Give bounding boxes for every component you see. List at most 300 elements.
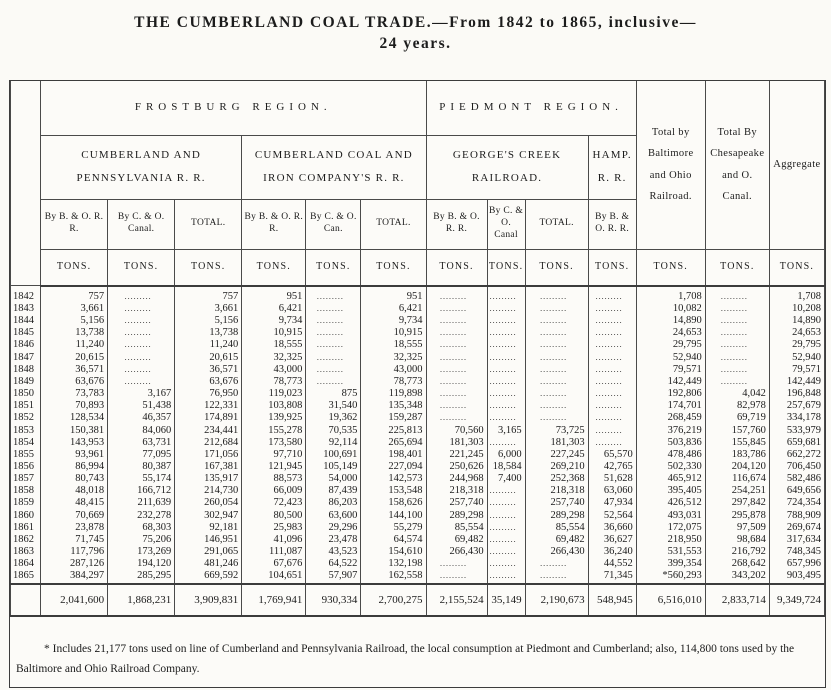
value-cell: 80,743 xyxy=(41,473,108,485)
value-cell: 196,848 xyxy=(769,388,824,400)
value-cell: 266,430 xyxy=(426,546,487,558)
value-cell: 5,156 xyxy=(175,315,242,327)
empty-cell: ......... xyxy=(588,425,636,437)
empty-cell: ......... xyxy=(705,352,769,364)
empty-cell: ......... xyxy=(487,510,525,522)
value-cell: 144,100 xyxy=(361,510,426,522)
value-cell: 192,806 xyxy=(636,388,705,400)
value-cell: 183,786 xyxy=(705,449,769,461)
value-cell: 63,676 xyxy=(41,376,108,388)
empty-cell: ......... xyxy=(525,412,588,424)
value-cell: 6,000 xyxy=(487,449,525,461)
value-cell: 157,760 xyxy=(705,425,769,437)
empty-cell: ......... xyxy=(108,286,175,303)
empty-cell: ......... xyxy=(426,570,487,583)
value-cell: 724,354 xyxy=(769,497,824,509)
coal-trade-table xyxy=(10,81,825,617)
year-cell: 1846 xyxy=(11,339,41,351)
value-cell: 87,439 xyxy=(306,485,361,497)
table-row xyxy=(11,315,825,327)
value-cell: 285,295 xyxy=(108,570,175,583)
value-cell: 174,701 xyxy=(636,400,705,412)
empty-cell: ......... xyxy=(487,497,525,509)
year-cell: 1858 xyxy=(11,485,41,497)
tons-label: TONS. xyxy=(361,249,426,286)
table-row xyxy=(11,339,825,351)
tons-label: TONS. xyxy=(705,249,769,286)
gc-total-subheader: TOTAL. xyxy=(525,200,588,250)
cp-canal-subheader: By C. & O. Canal. xyxy=(108,200,175,250)
empty-cell: ......... xyxy=(588,364,636,376)
value-cell: 32,325 xyxy=(242,352,306,364)
empty-cell: ......... xyxy=(108,303,175,315)
value-cell: 181,303 xyxy=(525,437,588,449)
title-line1: THE CUMBERLAND COAL TRADE.—From 1842 to 1865, inclusive— xyxy=(134,14,697,31)
empty-cell: ......... xyxy=(525,286,588,303)
value-cell: 174,891 xyxy=(175,412,242,424)
value-cell: 55,174 xyxy=(108,473,175,485)
value-cell: 155,278 xyxy=(242,425,306,437)
value-cell: 214,730 xyxy=(175,485,242,497)
value-cell: 10,208 xyxy=(769,303,824,315)
value-cell: 3,661 xyxy=(41,303,108,315)
table-row xyxy=(11,534,825,546)
value-cell: 4,042 xyxy=(705,388,769,400)
empty-cell: ......... xyxy=(306,315,361,327)
empty-cell: ......... xyxy=(525,339,588,351)
value-cell: 73,725 xyxy=(525,425,588,437)
value-cell: 218,950 xyxy=(636,534,705,546)
total-cell: 2,155,524 xyxy=(426,584,487,616)
value-cell: 903,495 xyxy=(769,570,824,583)
empty-cell: ......... xyxy=(588,412,636,424)
value-cell: 167,381 xyxy=(175,461,242,473)
year-cell: 1863 xyxy=(11,546,41,558)
value-cell: 269,210 xyxy=(525,461,588,473)
total-cell: 2,700,275 xyxy=(361,584,426,616)
value-cell: 72,423 xyxy=(242,497,306,509)
table-row xyxy=(11,485,825,497)
value-cell: 582,486 xyxy=(769,473,824,485)
year-cell: 1855 xyxy=(11,449,41,461)
empty-cell: ......... xyxy=(426,558,487,570)
value-cell: 533,979 xyxy=(769,425,824,437)
value-cell: 11,240 xyxy=(41,339,108,351)
year-cell: 1842 xyxy=(11,286,41,303)
value-cell: 225,813 xyxy=(361,425,426,437)
value-cell: 9,734 xyxy=(242,315,306,327)
value-cell: 268,642 xyxy=(705,558,769,570)
value-cell: 63,676 xyxy=(175,376,242,388)
empty-cell: ......... xyxy=(426,400,487,412)
value-cell: 71,345 xyxy=(588,570,636,583)
value-cell: 951 xyxy=(242,286,306,303)
empty-cell: ......... xyxy=(487,534,525,546)
value-cell: 111,087 xyxy=(242,546,306,558)
empty-cell: ......... xyxy=(487,437,525,449)
value-cell: 171,056 xyxy=(175,449,242,461)
value-cell: 135,348 xyxy=(361,400,426,412)
title-line2: 24 years. xyxy=(379,35,452,52)
empty-cell: ......... xyxy=(705,303,769,315)
value-cell: 289,298 xyxy=(525,510,588,522)
value-cell: 46,357 xyxy=(108,412,175,424)
empty-cell: ......... xyxy=(525,303,588,315)
table-row xyxy=(11,570,825,583)
gc-canal-subheader: By C. & O. Canal xyxy=(487,200,525,250)
year-cell: 1857 xyxy=(11,473,41,485)
value-cell: 254,251 xyxy=(705,485,769,497)
empty-cell: ......... xyxy=(426,364,487,376)
tons-label: TONS. xyxy=(426,249,487,286)
value-cell: 47,934 xyxy=(588,497,636,509)
table-row xyxy=(11,303,825,315)
empty-cell: ......... xyxy=(426,315,487,327)
value-cell: 20,615 xyxy=(175,352,242,364)
value-cell: 302,947 xyxy=(175,510,242,522)
value-cell: 23,878 xyxy=(41,522,108,534)
empty-cell: ......... xyxy=(525,315,588,327)
footnote-marker: * xyxy=(44,642,50,655)
cp-bo-subheader: By B. & O. R. R. xyxy=(41,200,108,250)
value-cell: 77,095 xyxy=(108,449,175,461)
empty-cell: ......... xyxy=(426,327,487,339)
value-cell: 221,245 xyxy=(426,449,487,461)
total-cell: 1,769,941 xyxy=(242,584,306,616)
value-cell: 343,202 xyxy=(705,570,769,583)
value-cell: 250,626 xyxy=(426,461,487,473)
year-cell: 1861 xyxy=(11,522,41,534)
empty-cell: ......... xyxy=(487,412,525,424)
table-row xyxy=(11,510,825,522)
value-cell: 41,096 xyxy=(242,534,306,546)
value-cell: 317,634 xyxy=(769,534,824,546)
empty-cell: ......... xyxy=(487,364,525,376)
tons-label: TONS. xyxy=(41,249,108,286)
value-cell: 232,278 xyxy=(108,510,175,522)
tons-label: TONS. xyxy=(306,249,361,286)
value-cell: 269,674 xyxy=(769,522,824,534)
value-cell: 194,120 xyxy=(108,558,175,570)
value-cell: 57,907 xyxy=(306,570,361,583)
table-row xyxy=(11,497,825,509)
value-cell: 70,893 xyxy=(41,400,108,412)
value-cell: 252,368 xyxy=(525,473,588,485)
value-cell: 68,303 xyxy=(108,522,175,534)
value-cell: 13,738 xyxy=(175,327,242,339)
year-cell: 1856 xyxy=(11,461,41,473)
empty-cell: ......... xyxy=(306,303,361,315)
value-cell: 36,240 xyxy=(588,546,636,558)
value-cell: 97,710 xyxy=(242,449,306,461)
empty-cell: ......... xyxy=(705,364,769,376)
year-cell: 1853 xyxy=(11,425,41,437)
empty-cell: ......... xyxy=(306,286,361,303)
empty-cell: ......... xyxy=(306,339,361,351)
year-cell: 1850 xyxy=(11,388,41,400)
table-row xyxy=(11,449,825,461)
value-cell: 1,708 xyxy=(636,286,705,303)
empty-cell: ......... xyxy=(487,315,525,327)
empty-cell: ......... xyxy=(705,286,769,303)
empty-cell: ......... xyxy=(525,570,588,583)
year-cell: 1848 xyxy=(11,364,41,376)
tons-row xyxy=(11,249,825,286)
value-cell: 100,691 xyxy=(306,449,361,461)
value-cell: 218,318 xyxy=(426,485,487,497)
value-cell: 10,915 xyxy=(242,327,306,339)
value-cell: 158,626 xyxy=(361,497,426,509)
cumberland-coal-iron-rr-header: CUMBERLAND COAL AND IRON COMPANY'S R. R. xyxy=(242,136,426,200)
total-canal-header: Total By Chesapeake and O. Canal. xyxy=(705,81,769,249)
empty-cell: ......... xyxy=(487,570,525,583)
empty-cell: ......... xyxy=(306,327,361,339)
value-cell: 291,065 xyxy=(175,546,242,558)
value-cell: 31,540 xyxy=(306,400,361,412)
value-cell: 1,708 xyxy=(769,286,824,303)
empty-cell: ......... xyxy=(426,339,487,351)
value-cell: 216,792 xyxy=(705,546,769,558)
empty-cell: ......... xyxy=(108,364,175,376)
value-cell: 66,009 xyxy=(242,485,306,497)
value-cell: 14,890 xyxy=(769,315,824,327)
value-cell: 384,297 xyxy=(41,570,108,583)
value-cell: 159,287 xyxy=(361,412,426,424)
cc-total-subheader: TOTAL. xyxy=(361,200,426,250)
value-cell: 481,246 xyxy=(175,558,242,570)
value-cell: 80,500 xyxy=(242,510,306,522)
table-row xyxy=(11,352,825,364)
value-cell: 52,940 xyxy=(636,352,705,364)
empty-cell: ......... xyxy=(525,376,588,388)
footnote xyxy=(10,617,825,679)
value-cell: 227,245 xyxy=(525,449,588,461)
empty-cell: ......... xyxy=(487,546,525,558)
value-cell: 92,181 xyxy=(175,522,242,534)
year-column-header xyxy=(11,81,41,286)
value-cell: 244,968 xyxy=(426,473,487,485)
value-cell: 119,023 xyxy=(242,388,306,400)
cp-total-subheader: TOTAL. xyxy=(175,200,242,250)
empty-cell: ......... xyxy=(705,315,769,327)
empty-cell: ......... xyxy=(525,400,588,412)
value-cell: 55,279 xyxy=(361,522,426,534)
value-cell: 662,272 xyxy=(769,449,824,461)
tons-label: TONS. xyxy=(487,249,525,286)
value-cell: 24,653 xyxy=(769,327,824,339)
empty-cell: ......... xyxy=(108,339,175,351)
value-cell: 143,953 xyxy=(41,437,108,449)
tons-label: TONS. xyxy=(525,249,588,286)
value-cell: 10,915 xyxy=(361,327,426,339)
value-cell: 142,449 xyxy=(636,376,705,388)
empty-cell: ......... xyxy=(306,364,361,376)
table-row xyxy=(11,425,825,437)
value-cell: 478,486 xyxy=(636,449,705,461)
year-cell: 1859 xyxy=(11,497,41,509)
value-cell: 63,600 xyxy=(306,510,361,522)
table-row xyxy=(11,327,825,339)
value-cell: 63,060 xyxy=(588,485,636,497)
total-cell: 3,909,831 xyxy=(175,584,242,616)
table-row xyxy=(11,286,825,303)
table-row xyxy=(11,376,825,388)
value-cell: 212,684 xyxy=(175,437,242,449)
value-cell: 85,554 xyxy=(426,522,487,534)
value-cell: 153,548 xyxy=(361,485,426,497)
tons-label: TONS. xyxy=(588,249,636,286)
value-cell: 3,661 xyxy=(175,303,242,315)
empty-cell: ......... xyxy=(525,364,588,376)
value-cell: 67,676 xyxy=(242,558,306,570)
value-cell: 64,574 xyxy=(361,534,426,546)
value-cell: 128,534 xyxy=(41,412,108,424)
value-cell: 18,555 xyxy=(242,339,306,351)
value-cell: 20,615 xyxy=(41,352,108,364)
value-cell: 257,740 xyxy=(525,497,588,509)
value-cell: 265,694 xyxy=(361,437,426,449)
value-cell: 166,712 xyxy=(108,485,175,497)
empty-cell: ......... xyxy=(525,388,588,400)
value-cell: 139,925 xyxy=(242,412,306,424)
year-cell: 1852 xyxy=(11,412,41,424)
value-cell: 531,553 xyxy=(636,546,705,558)
value-cell: 5,156 xyxy=(41,315,108,327)
tons-label: TONS. xyxy=(636,249,705,286)
value-cell: 70,560 xyxy=(426,425,487,437)
empty-cell: ......... xyxy=(426,352,487,364)
year-cell: 1844 xyxy=(11,315,41,327)
empty-cell: ......... xyxy=(705,327,769,339)
value-cell: 6,421 xyxy=(361,303,426,315)
value-cell: 951 xyxy=(361,286,426,303)
value-cell: 757 xyxy=(175,286,242,303)
empty-cell: ......... xyxy=(426,376,487,388)
table-row xyxy=(11,461,825,473)
empty-cell: ......... xyxy=(705,339,769,351)
hamp-bo-subheader: By B. & O. R. R. xyxy=(588,200,636,250)
value-cell: 142,573 xyxy=(361,473,426,485)
empty-cell: ......... xyxy=(588,352,636,364)
empty-cell: ......... xyxy=(108,376,175,388)
empty-cell: ......... xyxy=(705,376,769,388)
empty-cell: ......... xyxy=(426,412,487,424)
total-cell: 2,190,673 xyxy=(525,584,588,616)
value-cell: 104,651 xyxy=(242,570,306,583)
value-cell: 78,773 xyxy=(242,376,306,388)
value-cell: 52,564 xyxy=(588,510,636,522)
tons-label: TONS. xyxy=(769,249,824,286)
year-cell: 1854 xyxy=(11,437,41,449)
year-cell: 1843 xyxy=(11,303,41,315)
value-cell: *560,293 xyxy=(636,570,705,583)
value-cell: 132,198 xyxy=(361,558,426,570)
value-cell: 395,405 xyxy=(636,485,705,497)
tons-label: TONS. xyxy=(242,249,306,286)
empty-cell: ......... xyxy=(588,376,636,388)
empty-cell: ......... xyxy=(487,339,525,351)
tons-label: TONS. xyxy=(175,249,242,286)
value-cell: 14,890 xyxy=(636,315,705,327)
year-cell: 1864 xyxy=(11,558,41,570)
value-cell: 48,018 xyxy=(41,485,108,497)
empty-cell: ......... xyxy=(487,485,525,497)
hampshire-rr-header: HAMP. R. R. xyxy=(588,136,636,200)
value-cell: 18,584 xyxy=(487,461,525,473)
value-cell: 659,681 xyxy=(769,437,824,449)
value-cell: 29,296 xyxy=(306,522,361,534)
table-row xyxy=(11,364,825,376)
value-cell: 75,206 xyxy=(108,534,175,546)
total-bo-header: Total by Baltimore and Ohio Railroad. xyxy=(636,81,705,249)
value-cell: 70,669 xyxy=(41,510,108,522)
value-cell: 122,331 xyxy=(175,400,242,412)
value-cell: 465,912 xyxy=(636,473,705,485)
value-cell: 3,167 xyxy=(108,388,175,400)
value-cell: 69,719 xyxy=(705,412,769,424)
value-cell: 287,126 xyxy=(41,558,108,570)
value-cell: 42,765 xyxy=(588,461,636,473)
value-cell: 757 xyxy=(41,286,108,303)
total-cell: 35,149 xyxy=(487,584,525,616)
value-cell: 266,430 xyxy=(525,546,588,558)
year-cell: 1862 xyxy=(11,534,41,546)
value-cell: 173,580 xyxy=(242,437,306,449)
frostburg-region-header: FROSTBURG REGION. xyxy=(41,81,426,136)
value-cell: 103,808 xyxy=(242,400,306,412)
value-cell: 649,656 xyxy=(769,485,824,497)
empty-cell: ......... xyxy=(487,303,525,315)
empty-cell: ......... xyxy=(426,388,487,400)
empty-cell: ......... xyxy=(487,522,525,534)
table-row xyxy=(11,437,825,449)
value-cell: 268,459 xyxy=(636,412,705,424)
empty-cell: ......... xyxy=(108,352,175,364)
value-cell: 503,836 xyxy=(636,437,705,449)
value-cell: 11,240 xyxy=(175,339,242,351)
value-cell: 875 xyxy=(306,388,361,400)
value-cell: 116,674 xyxy=(705,473,769,485)
value-cell: 32,325 xyxy=(361,352,426,364)
value-cell: 257,679 xyxy=(769,400,824,412)
value-cell: 36,627 xyxy=(588,534,636,546)
total-cell: 548,945 xyxy=(588,584,636,616)
table-row xyxy=(11,558,825,570)
value-cell: 85,554 xyxy=(525,522,588,534)
table-row xyxy=(11,473,825,485)
value-cell: 234,441 xyxy=(175,425,242,437)
year-cell: 1865 xyxy=(11,570,41,583)
totals-row xyxy=(11,584,825,616)
georges-creek-rr-header: GEORGE'S CREEK RAILROAD. xyxy=(426,136,588,200)
value-cell: 173,269 xyxy=(108,546,175,558)
value-cell: 204,120 xyxy=(705,461,769,473)
totals-year-cell xyxy=(11,584,41,616)
value-cell: 297,842 xyxy=(705,497,769,509)
empty-cell: ......... xyxy=(108,315,175,327)
value-cell: 63,731 xyxy=(108,437,175,449)
value-cell: 105,149 xyxy=(306,461,361,473)
value-cell: 93,961 xyxy=(41,449,108,461)
table-frame xyxy=(9,80,826,688)
empty-cell: ......... xyxy=(525,352,588,364)
value-cell: 6,421 xyxy=(242,303,306,315)
value-cell: 79,571 xyxy=(769,364,824,376)
empty-cell: ......... xyxy=(525,558,588,570)
value-cell: 71,745 xyxy=(41,534,108,546)
piedmont-region-header: PIEDMONT REGION. xyxy=(426,81,636,136)
year-cell: 1849 xyxy=(11,376,41,388)
